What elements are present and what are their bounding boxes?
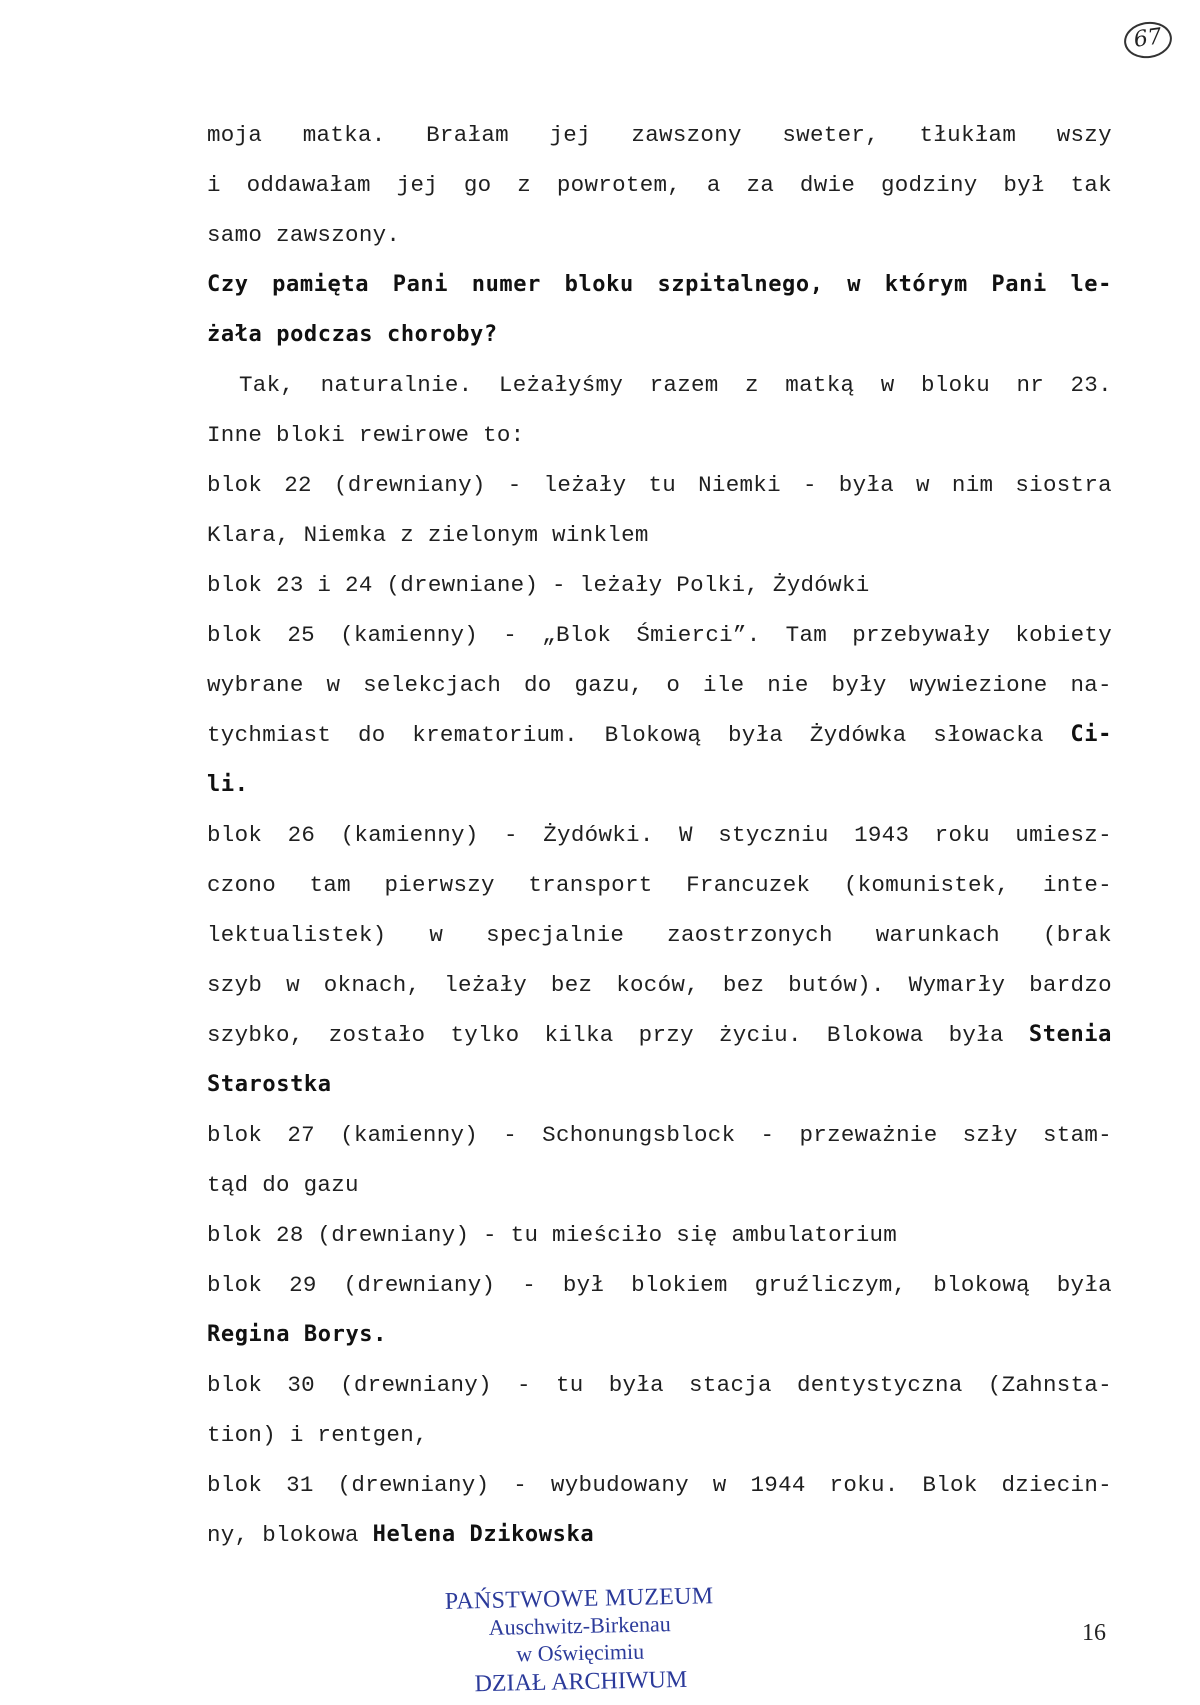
word: kilka [544, 1022, 614, 1048]
word: były [831, 672, 887, 698]
word: - [513, 1472, 528, 1498]
stamp-location: w Oświęcimiu [516, 1638, 645, 1667]
word: o [666, 672, 681, 698]
text-line [207, 210, 1112, 260]
word: 30 [287, 1372, 315, 1398]
word: naturalnie. [320, 372, 473, 398]
word: Pani [392, 272, 449, 297]
word: Pani [991, 272, 1047, 297]
word: z [745, 372, 759, 398]
word: bloku [564, 272, 634, 297]
word: stam- [1042, 1122, 1112, 1148]
line-text: blok 28 (drewniany) - tu mieściło się ambulatorium [207, 1222, 898, 1248]
word: pierwszy [384, 872, 495, 898]
document-body [207, 110, 1112, 1560]
word: oknach, [323, 972, 421, 998]
word: 25 [287, 622, 315, 648]
text-line [207, 1460, 1112, 1510]
word: nim [951, 472, 994, 498]
word: w [326, 672, 341, 698]
word: w [429, 922, 444, 948]
word: była [1056, 1272, 1112, 1298]
text-line [207, 1160, 1112, 1210]
word: - [517, 1372, 531, 1398]
word: siostra [1015, 472, 1112, 498]
word: życiu. [718, 1022, 802, 1048]
word: (Zahnsta- [987, 1372, 1112, 1398]
line-text: blok 23 i 24 (drewniane) - leżały Polki, Żydówki [207, 572, 870, 598]
word: Tak, [239, 372, 295, 398]
word: (kamienny) [340, 622, 479, 648]
text-line [207, 1260, 1112, 1310]
word: zawszony [631, 122, 742, 148]
line-text: li. [207, 772, 249, 797]
word: tu [648, 472, 677, 498]
word: dwie [799, 172, 856, 198]
word: wszy [1056, 122, 1112, 148]
word: 23. [1070, 372, 1112, 398]
line-text: żała podczas choroby? [207, 322, 498, 347]
word: była [948, 1022, 1004, 1048]
word: blok [207, 1472, 263, 1498]
word: (drewniany) [333, 472, 486, 498]
word: na- [1070, 672, 1112, 698]
word: szyb [207, 972, 263, 998]
word: wybrane [207, 672, 304, 698]
stamp-department: DZIAŁ ARCHIWUM [474, 1666, 688, 1698]
text-line [207, 810, 1112, 860]
word: Niemki [698, 472, 781, 498]
word: nr [1016, 372, 1045, 398]
line-text: Inne bloki rewirowe to: [207, 422, 525, 448]
text-line [207, 610, 1112, 660]
word: w [916, 472, 930, 498]
word: słowacka [933, 722, 1044, 748]
word: (drewniany) [343, 1272, 496, 1298]
word: roku. [829, 1472, 899, 1498]
word: „Blok [542, 622, 612, 648]
word: czono [207, 872, 277, 898]
word: bez [722, 972, 765, 998]
word: był [1003, 172, 1045, 198]
word: pamięta [272, 272, 370, 297]
word: warunkach [875, 922, 1000, 948]
word: Schonungsblock [542, 1122, 736, 1148]
word: którym [884, 272, 968, 297]
word: przy [638, 1022, 694, 1048]
word: leżały [543, 472, 627, 498]
word: Wymarły [908, 972, 1006, 998]
word: stacja [689, 1372, 772, 1398]
word: Blokowa [826, 1022, 924, 1048]
word: koców, [616, 972, 700, 998]
word: ile [702, 672, 745, 698]
word: 1943 [854, 822, 910, 848]
word: wybudowany [550, 1472, 689, 1498]
word: szybko, [207, 1022, 304, 1048]
word: bloku [921, 372, 991, 398]
word: tychmiast [207, 722, 332, 748]
word: bez [550, 972, 593, 998]
word: Stenia [1028, 1022, 1112, 1047]
line-text: samo zawszony. [207, 222, 401, 248]
word: blok [207, 472, 263, 498]
word: - [503, 1122, 518, 1148]
word: roku [934, 822, 990, 848]
word: umiesz- [1015, 822, 1112, 848]
word: - [522, 1272, 536, 1298]
word: (kamienny) [340, 822, 479, 848]
stamp-museum-name: PAŃSTWOWE MUZEUM [444, 1583, 714, 1615]
word: za [746, 172, 775, 198]
word: Leżałyśmy [498, 372, 624, 398]
bold-name: Helena Dzikowska [372, 1522, 595, 1547]
word: Ci- [1070, 722, 1112, 747]
word: moja [207, 122, 263, 148]
word: 27 [287, 1122, 315, 1148]
word: 29 [289, 1272, 317, 1298]
word: gruźliczym, [754, 1272, 907, 1298]
word: z [517, 172, 532, 198]
word: 22 [284, 472, 312, 498]
word: specjalnie [486, 922, 625, 948]
word: Brałam [426, 122, 509, 148]
word: - [504, 822, 518, 848]
word: le- [1070, 272, 1112, 297]
word: inte- [1042, 872, 1112, 898]
word: blokiem [631, 1272, 728, 1298]
word: blok [207, 1122, 263, 1148]
page-number: 16 [1082, 1620, 1106, 1646]
line-text: Regina Borys. [207, 1322, 387, 1347]
word: przebywały [852, 622, 991, 648]
word: dziecin- [1001, 1472, 1112, 1498]
word: Żydówka [809, 722, 907, 748]
word: 31 [286, 1472, 314, 1498]
line-text: Klara, Niemka z zielonym winklem [207, 522, 649, 548]
word: (drewniany) [337, 1472, 490, 1498]
word: do [357, 722, 386, 748]
text-line [207, 460, 1112, 510]
word: szpitalnego, [657, 272, 824, 297]
word: 1944 [750, 1472, 806, 1498]
word: do [524, 672, 552, 698]
word: selekcjach [363, 672, 502, 698]
text-line [207, 560, 1112, 610]
word: - [507, 472, 522, 498]
word: oddawałam [246, 172, 371, 198]
word: wywiezione [909, 672, 1048, 698]
word: Blok [922, 1472, 978, 1498]
word: go [463, 172, 492, 198]
text-line [207, 160, 1112, 210]
word: - [503, 622, 518, 648]
word: Francuzek [686, 872, 811, 898]
word: tłukłam [919, 122, 1017, 148]
text-line [207, 410, 1112, 460]
question-line [207, 260, 1112, 310]
word: dentystyczna [797, 1372, 963, 1398]
word: (komunistek, [843, 872, 1010, 898]
word: sweter, [782, 122, 879, 148]
word: w [712, 1472, 727, 1498]
text-line [207, 510, 1112, 560]
word: transport [528, 872, 653, 898]
word: blokową [933, 1272, 1030, 1298]
word: powrotem, [556, 172, 682, 198]
line-text: Starostka [207, 1072, 332, 1097]
word: gazu, [574, 672, 644, 698]
word: był [562, 1272, 605, 1298]
question-line [207, 1060, 1112, 1110]
word: szły [962, 1122, 1018, 1148]
line-text: ny, blokowa [207, 1522, 373, 1548]
word: i [207, 172, 221, 198]
word: Czy [207, 272, 249, 297]
word: 26 [287, 822, 316, 848]
text-line [207, 1510, 1112, 1560]
word: Tam [785, 622, 828, 648]
word: godziny [880, 172, 978, 198]
line-text: tąd do gazu [207, 1172, 359, 1198]
word: blok [207, 822, 263, 848]
handwritten-page-number: 67 [1122, 19, 1175, 61]
word: Śmierci”. [636, 622, 761, 648]
word: - [760, 1122, 775, 1148]
text-line [207, 960, 1112, 1010]
word: razem [649, 372, 719, 398]
word: blok [207, 622, 263, 648]
word: blok [207, 1272, 263, 1298]
text-line [207, 1360, 1112, 1410]
word: była [608, 1372, 664, 1398]
word: numer [471, 272, 541, 297]
word: (brak [1042, 922, 1112, 948]
word: styczniu [718, 822, 829, 848]
word: tak [1070, 172, 1112, 198]
word: blok [207, 1372, 263, 1398]
text-line [207, 360, 1112, 410]
word: w [286, 972, 300, 998]
text-line [207, 1410, 1112, 1460]
word: jej [396, 172, 439, 198]
word: matką [785, 372, 855, 398]
word: butów). [788, 972, 885, 998]
text-line [207, 1110, 1112, 1160]
text-line [207, 660, 1112, 710]
text-line [207, 710, 1112, 760]
word: bardzo [1029, 972, 1112, 998]
word: matka. [302, 122, 386, 148]
word: była [727, 722, 784, 748]
word: Blokową [604, 722, 702, 748]
word: zostało [328, 1022, 426, 1048]
word: tylko [450, 1022, 520, 1048]
word: (kamienny) [340, 1122, 479, 1148]
question-line [207, 760, 1112, 810]
text-line [207, 1210, 1112, 1260]
word: (drewniany) [340, 1372, 492, 1398]
question-line [207, 1310, 1112, 1360]
word: - [802, 472, 817, 498]
word: zaostrzonych [667, 922, 833, 948]
word: Żydówki. [543, 822, 654, 848]
line-text: tion) i rentgen, [207, 1422, 428, 1448]
text-line [207, 860, 1112, 910]
word: leżały [444, 972, 528, 998]
word: lektualistek) [207, 922, 387, 948]
word: krematorium. [412, 722, 578, 748]
word: W [679, 822, 693, 848]
word: tam [309, 872, 351, 898]
word: była [838, 472, 895, 498]
word: przeważnie [799, 1122, 938, 1148]
text-line [207, 910, 1112, 960]
word: jej [549, 122, 591, 148]
word: a [706, 172, 721, 198]
text-line [207, 110, 1112, 160]
archive-stamp [429, 1582, 731, 1700]
word: tu [555, 1372, 584, 1398]
word: w [847, 272, 862, 297]
word: kobiety [1015, 622, 1112, 648]
word: w [880, 372, 895, 398]
text-line [207, 1010, 1112, 1060]
stamp-museum-subtitle: Auschwitz-Birkenau [488, 1611, 671, 1640]
question-line [207, 310, 1112, 360]
word: nie [767, 672, 809, 698]
